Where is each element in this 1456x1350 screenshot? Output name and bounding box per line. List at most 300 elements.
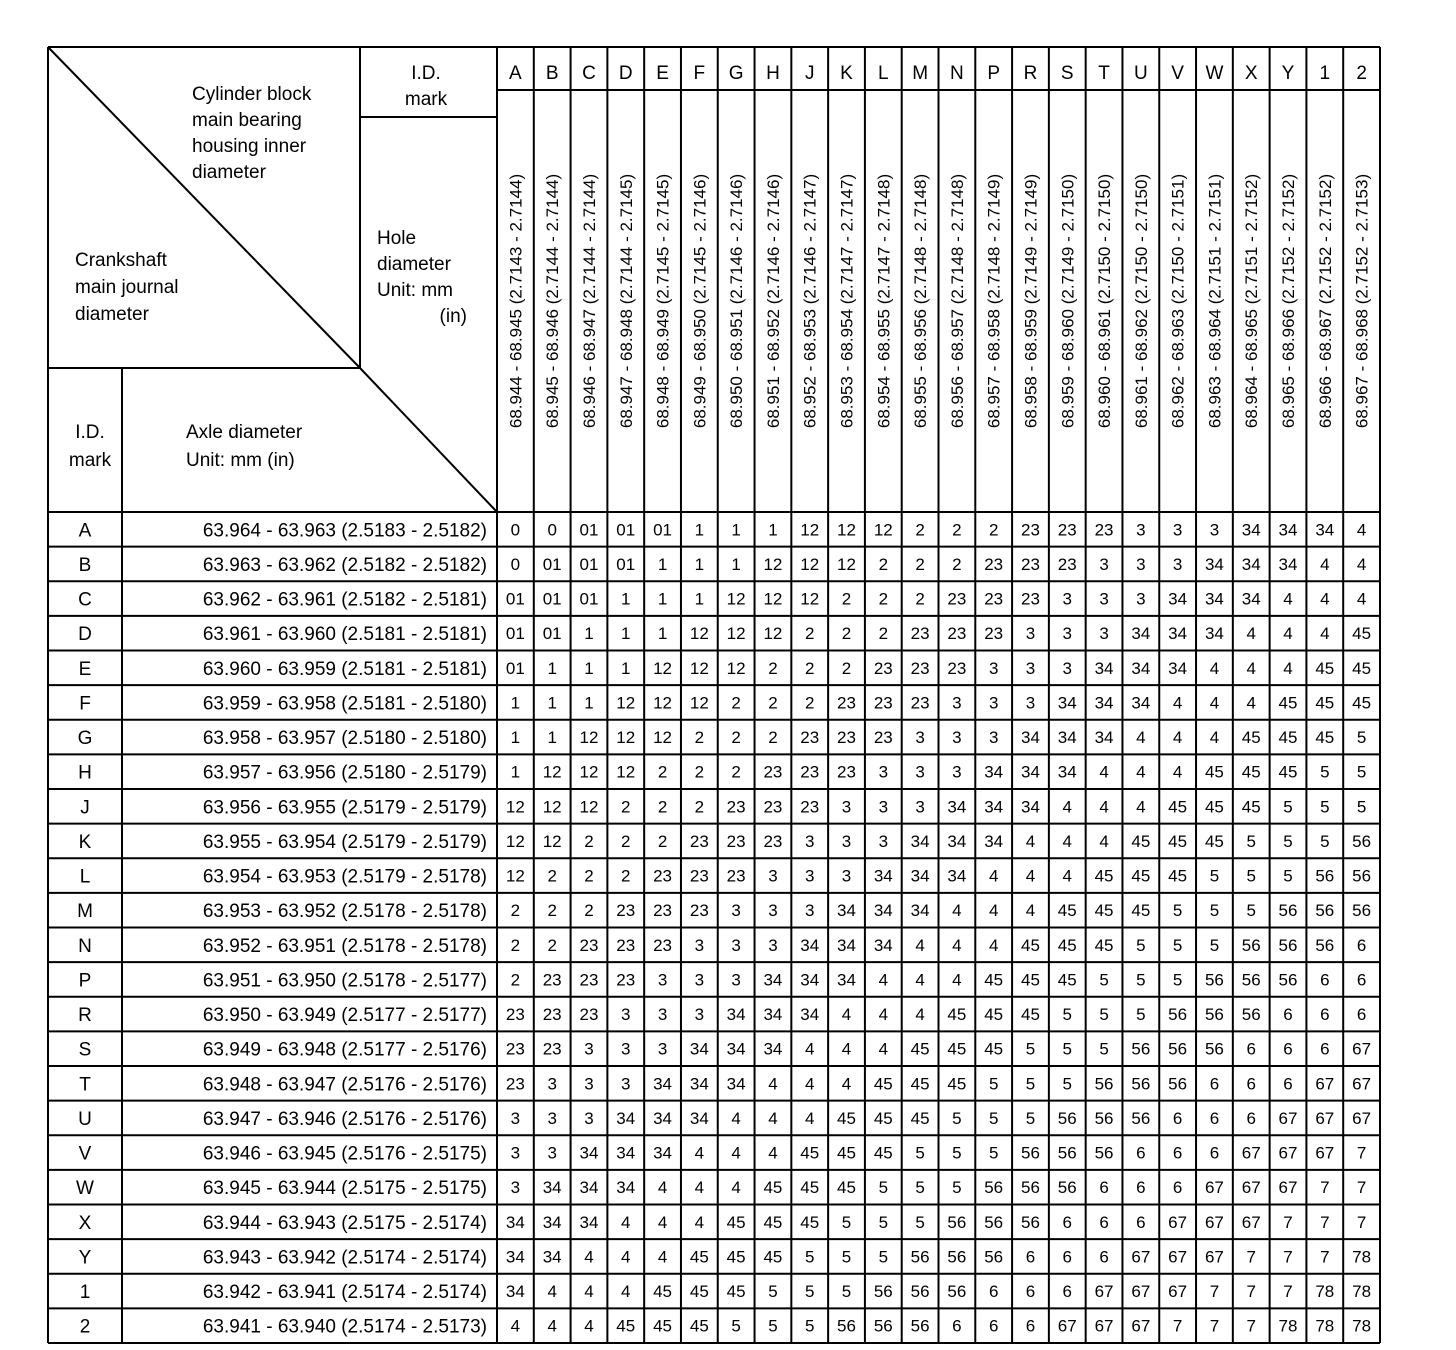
hole-diameter-label: diameter	[377, 254, 451, 275]
bearing-grade-cell: 3	[841, 831, 852, 851]
bearing-grade-cell: 5	[768, 1282, 778, 1302]
bearing-grade-cell: 4	[657, 1212, 668, 1232]
column-id-mark: D	[618, 63, 633, 84]
bearing-grade-cell: 1	[510, 693, 521, 713]
bearing-grade-cell: 56	[1204, 1039, 1224, 1059]
bearing-grade-cell: 12	[505, 797, 525, 817]
bearing-grade-cell: 6	[1209, 1074, 1220, 1094]
bearing-grade-cell: 45	[726, 1282, 746, 1302]
bearing-grade-cell: 5	[1136, 970, 1146, 990]
bearing-grade-cell: 6	[1283, 1005, 1293, 1025]
bearing-grade-cell: 4	[510, 1316, 521, 1336]
bearing-grade-cell: 6	[1136, 1143, 1146, 1163]
row-axle-diameter: 63.950 - 63.949 (2.5177 - 2.5177)	[202, 1005, 487, 1027]
bearing-grade-cell: 7	[1320, 1247, 1330, 1267]
bearing-grade-cell: 5	[915, 1178, 925, 1198]
bearing-grade-cell: 2	[657, 831, 668, 851]
bearing-grade-cell: 23	[873, 693, 893, 713]
bearing-grade-cell: 6	[1320, 1005, 1330, 1025]
bearing-grade-cell: 23	[1021, 520, 1040, 540]
bearing-grade-cell: 45	[873, 1074, 893, 1094]
row-id-mark: W	[76, 1178, 94, 1200]
row-axle-diameter: 63.959 - 63.958 (2.5181 - 2.5180)	[202, 693, 487, 715]
bearing-grade-cell: 67	[1241, 1178, 1261, 1198]
bearing-grade-cell: 56	[910, 1247, 930, 1267]
bearing-grade-cell: 23	[800, 797, 820, 817]
column-id-mark: V	[1171, 63, 1184, 84]
bearing-grade-cell: 34	[689, 1039, 709, 1059]
bearing-grade-cell: 67	[1352, 1108, 1372, 1128]
row-id-mark: D	[78, 624, 92, 646]
bearing-grade-cell: 4	[1062, 831, 1073, 851]
bearing-grade-cell: 34	[984, 762, 1004, 782]
bearing-grade-cell: 5	[768, 1316, 778, 1336]
column-hole-range: 68.951 - 68.952 (2.7146 - 2.7146)	[763, 173, 783, 429]
bearing-grade-cell: 4	[915, 970, 925, 990]
row-id-mark: M	[77, 901, 93, 923]
bearing-grade-cell: 78	[1315, 1316, 1335, 1336]
bearing-grade-cell: 67	[1131, 1316, 1151, 1336]
row-id-mark: P	[78, 970, 92, 992]
bearing-grade-cell: 4	[915, 1005, 925, 1025]
bearing-grade-cell: 23	[653, 866, 673, 886]
bearing-grade-cell: 23	[1057, 554, 1077, 574]
bearing-grade-cell: 2	[731, 762, 741, 782]
bearing-grade-cell: 23	[910, 693, 930, 713]
bearing-grade-cell: 23	[1057, 520, 1077, 540]
bearing-grade-cell: 23	[542, 1005, 562, 1025]
bearing-grade-cell: 3	[1025, 693, 1036, 713]
bearing-grade-cell: 78	[1352, 1282, 1372, 1302]
bearing-grade-cell: 5	[841, 1212, 852, 1232]
bearing-grade-cell: 2	[768, 693, 778, 713]
bearing-grade-cell: 3	[915, 728, 925, 748]
bearing-grade-cell: 4	[804, 1074, 815, 1094]
bearing-grade-cell: 56	[1352, 901, 1372, 921]
bearing-grade-cell: 34	[984, 797, 1004, 817]
bearing-grade-cell: 12	[542, 762, 562, 782]
bearing-grade-cell: 2	[768, 658, 778, 678]
column-id-mark: H	[766, 63, 780, 84]
bearing-grade-cell: 12	[689, 658, 709, 678]
bearing-grade-cell: 3	[804, 831, 815, 851]
bearing-grade-cell: 45	[947, 1074, 967, 1094]
bearing-grade-cell: 56	[1204, 1005, 1224, 1025]
bearing-grade-cell: 1	[621, 589, 631, 609]
bearing-grade-cell: 4	[878, 1005, 889, 1025]
row-axle-diameter: 63.960 - 63.959 (2.5181 - 2.5181)	[202, 658, 487, 680]
bearing-grade-cell: 34	[726, 1074, 746, 1094]
bearing-grade-cell: 3	[841, 797, 852, 817]
column-hole-range: 68.948 - 68.949 (2.7145 - 2.7145)	[653, 173, 673, 429]
bearing-grade-cell: 4	[988, 901, 999, 921]
bearing-grade-cell: 34	[873, 935, 893, 955]
bearing-grade-cell: 3	[952, 693, 962, 713]
bearing-grade-cell: 45	[726, 1212, 746, 1232]
bearing-grade-cell: 34	[947, 797, 967, 817]
bearing-grade-cell: 3	[1136, 554, 1146, 574]
bearing-grade-cell: 01	[505, 589, 525, 609]
bearing-grade-cell: 45	[763, 1178, 783, 1198]
bearing-grade-cell: 56	[1241, 935, 1261, 955]
bearing-grade-cell: 12	[653, 658, 673, 678]
bearing-grade-cell: 5	[841, 1282, 852, 1302]
row-axle-diameter: 63.944 - 63.943 (2.5175 - 2.5174)	[202, 1212, 487, 1234]
bearing-grade-cell: 3	[878, 831, 889, 851]
bearing-grade-cell: 34	[800, 1005, 820, 1025]
bearing-grade-cell: 6	[1246, 1074, 1256, 1094]
bearing-grade-cell: 4	[988, 866, 999, 886]
bearing-grade-cell: 56	[1094, 1074, 1114, 1094]
bearing-grade-cell: 7	[1283, 1282, 1293, 1302]
bearing-grade-cell: 23	[616, 901, 636, 921]
bearing-grade-cell: 23	[763, 831, 783, 851]
bearing-grade-cell: 12	[616, 762, 636, 782]
bearing-grade-cell: 56	[910, 1282, 930, 1302]
bearing-grade-cell: 4	[952, 970, 962, 990]
bearing-grade-cell: 23	[984, 554, 1004, 574]
bearing-grade-cell: 34	[837, 935, 856, 955]
bearing-grade-cell: 4	[1356, 554, 1367, 574]
bearing-grade-cell: 2	[915, 589, 925, 609]
bearing-grade-cell: 3	[878, 762, 889, 782]
bearing-grade-cell: 5	[1283, 797, 1293, 817]
bearing-grade-cell: 67	[1168, 1247, 1188, 1267]
bearing-grade-cell: 45	[1057, 970, 1077, 990]
bearing-grade-cell: 0	[510, 520, 521, 540]
bearing-grade-cell: 23	[800, 762, 820, 782]
row-id-mark: S	[78, 1039, 92, 1061]
bearing-grade-cell: 56	[1204, 970, 1224, 990]
row-id-mark: B	[78, 554, 92, 576]
bearing-grade-cell: 5	[952, 1108, 962, 1128]
bearing-grade-cell: 2	[952, 554, 962, 574]
bearing-grade-cell: 78	[1278, 1316, 1298, 1336]
bearing-grade-cell: 34	[1131, 658, 1151, 678]
bearing-grade-cell: 34	[837, 901, 856, 921]
crank-title-line: Crankshaft	[75, 250, 167, 271]
bearing-grade-cell: 45	[1241, 797, 1261, 817]
bearing-grade-cell: 45	[1204, 762, 1224, 782]
bearing-grade-cell: 6	[1172, 1143, 1183, 1163]
block-title-line: diameter	[192, 162, 266, 183]
column-hole-range: 68.958 - 68.959 (2.7149 - 2.7149)	[1021, 173, 1041, 429]
row-id-mark: 2	[79, 1316, 91, 1338]
bearing-grade-cell: 1	[768, 520, 778, 540]
bearing-grade-cell: 23	[726, 866, 746, 886]
bearing-grade-cell: 12	[579, 762, 599, 782]
bearing-grade-cell: 67	[1241, 1143, 1261, 1163]
bearing-grade-cell: 4	[1209, 728, 1220, 748]
bearing-grade-cell: 34	[1131, 693, 1151, 713]
bearing-grade-cell: 56	[1131, 1108, 1151, 1128]
bearing-grade-cell: 2	[731, 693, 741, 713]
bearing-grade-cell: 45	[1057, 935, 1077, 955]
id-mark-label: mark	[404, 89, 448, 110]
bearing-grade-cell: 45	[1021, 935, 1040, 955]
bearing-grade-cell: 4	[841, 1039, 852, 1059]
bearing-grade-cell: 4	[1062, 797, 1073, 817]
bearing-grade-cell: 4	[621, 1247, 631, 1267]
bearing-grade-cell: 34	[1021, 728, 1040, 748]
bearing-grade-cell: 4	[1320, 624, 1330, 644]
column-id-mark: N	[950, 63, 964, 84]
crank-title-line: diameter	[75, 304, 149, 325]
column-id-mark: C	[582, 63, 596, 84]
bearing-grade-cell: 56	[873, 1282, 893, 1302]
bearing-grade-cell: 45	[800, 1212, 820, 1232]
column-hole-range: 68.956 - 68.957 (2.7148 - 2.7148)	[947, 173, 967, 429]
bearing-grade-cell: 34	[1278, 520, 1298, 540]
bearing-grade-cell: 4	[1356, 589, 1367, 609]
bearing-grade-cell: 5	[1246, 831, 1256, 851]
bearing-grade-cell: 1	[694, 520, 705, 540]
bearing-grade-cell: 78	[1315, 1282, 1335, 1302]
bearing-grade-cell: 2	[510, 901, 521, 921]
bearing-grade-cell: 45	[1315, 658, 1335, 678]
bearing-grade-cell: 0	[547, 520, 557, 540]
bearing-grade-cell: 67	[1131, 1247, 1151, 1267]
bearing-grade-cell: 45	[1241, 762, 1261, 782]
bearing-grade-cell: 34	[505, 1282, 525, 1302]
bearing-grade-cell: 5	[915, 1143, 925, 1163]
column-hole-range: 68.945 - 68.946 (2.7144 - 2.7144)	[543, 173, 563, 429]
bearing-grade-cell: 3	[988, 658, 999, 678]
bearing-grade-cell: 3	[1025, 624, 1036, 644]
column-hole-range: 68.950 - 68.951 (2.7146 - 2.7146)	[727, 173, 747, 429]
bearing-grade-cell: 56	[1352, 831, 1372, 851]
row-axle-diameter: 63.964 - 63.963 (2.5183 - 2.5182)	[202, 520, 487, 542]
bearing-grade-cell: 5	[1172, 970, 1183, 990]
column-hole-range: 68.964 - 68.965 (2.7151 - 2.7152)	[1242, 173, 1262, 429]
bearing-grade-cell: 56	[1168, 1005, 1188, 1025]
bearing-grade-cell: 67	[1352, 1074, 1372, 1094]
bearing-grade-cell: 23	[505, 1074, 525, 1094]
bearing-grade-cell: 3	[584, 1108, 594, 1128]
bearing-grade-cell: 3	[731, 970, 741, 990]
column-id-mark: K	[840, 63, 853, 84]
bearing-grade-cell: 3	[1172, 520, 1183, 540]
bearing-grade-cell: 4	[1099, 831, 1109, 851]
bearing-grade-cell: 45	[910, 1039, 930, 1059]
bearing-grade-cell: 34	[947, 831, 967, 851]
bearing-grade-cell: 4	[768, 1108, 778, 1128]
bearing-grade-cell: 5	[841, 1247, 852, 1267]
bearing-grade-cell: 4	[768, 1074, 778, 1094]
bearing-grade-cell: 23	[984, 624, 1004, 644]
table-body	[76, 520, 1371, 1337]
bearing-grade-cell: 5	[1172, 935, 1183, 955]
column-hole-range: 68.946 - 68.947 (2.7144 - 2.7144)	[579, 173, 599, 429]
bearing-grade-cell: 5	[1099, 970, 1109, 990]
bearing-grade-cell: 56	[1241, 970, 1261, 990]
bearing-grade-cell: 7	[1209, 1316, 1220, 1336]
bearing-grade-cell: 67	[1352, 1039, 1372, 1059]
bearing-grade-cell: 7	[1246, 1316, 1256, 1336]
bearing-grade-cell: 4	[1099, 797, 1109, 817]
bearing-grade-cell: 34	[505, 1212, 525, 1232]
bearing-grade-cell: 34	[689, 1074, 709, 1094]
bearing-grade-cell: 4	[1320, 554, 1330, 574]
column-id-mark: X	[1244, 63, 1258, 84]
column-id-mark: T	[1098, 63, 1110, 84]
bearing-grade-cell: 6	[1062, 1212, 1073, 1232]
bearing-grade-cell: 4	[547, 1316, 557, 1336]
bearing-grade-cell: 4	[1172, 728, 1183, 748]
bearing-grade-cell: 1	[547, 693, 557, 713]
bearing-grade-cell: 4	[988, 935, 999, 955]
row-id-mark: T	[79, 1074, 91, 1096]
bearing-grade-cell: 2	[584, 866, 594, 886]
column-hole-range: 68.955 - 68.956 (2.7148 - 2.7148)	[911, 173, 931, 429]
column-hole-range: 68.953 - 68.954 (2.7147 - 2.7147)	[837, 173, 857, 429]
bearing-grade-cell: 4	[1246, 624, 1256, 644]
bearing-grade-cell: 23	[726, 831, 746, 851]
bearing-grade-cell: 23	[763, 762, 783, 782]
bearing-grade-cell: 2	[584, 901, 594, 921]
bearing-grade-cell: 4	[1025, 901, 1036, 921]
bearing-grade-cell: 2	[841, 658, 852, 678]
diagonal-line	[360, 368, 497, 512]
bearing-grade-cell: 45	[910, 1108, 930, 1128]
bearing-grade-cell: 23	[910, 624, 930, 644]
column-id-mark: W	[1205, 63, 1224, 84]
bearing-grade-cell: 5	[878, 1247, 889, 1267]
bearing-grade-cell: 4	[657, 1247, 668, 1267]
hole-diameter-label: Hole	[377, 228, 417, 249]
bearing-grade-cell: 45	[1057, 901, 1077, 921]
bearing-grade-cell: 5	[1356, 797, 1367, 817]
bearing-grade-cell: 56	[1021, 1143, 1040, 1163]
bearing-grade-cell: 34	[579, 1212, 599, 1232]
bearing-grade-cell: 45	[1131, 866, 1151, 886]
bearing-grade-cell: 2	[584, 831, 594, 851]
bearing-grade-cell: 7	[1320, 1212, 1330, 1232]
bearing-grade-cell: 2	[768, 728, 778, 748]
bearing-grade-cell: 23	[505, 1039, 525, 1059]
bearing-grade-cell: 2	[694, 797, 705, 817]
bearing-grade-cell: 56	[1094, 1143, 1114, 1163]
bearing-grade-cell: 67	[1241, 1212, 1261, 1232]
bearing-grade-cell: 2	[804, 693, 815, 713]
bearing-grade-cell: 23	[616, 935, 636, 955]
bearing-grade-cell: 67	[1315, 1108, 1335, 1128]
bearing-grade-cell: 56	[947, 1212, 967, 1232]
bearing-grade-cell: 2	[547, 901, 557, 921]
bearing-grade-cell: 67	[1131, 1282, 1151, 1302]
bearing-grade-cell: 6	[1283, 1039, 1293, 1059]
bearing-grade-cell: 34	[1094, 658, 1114, 678]
bearing-grade-cell: 45	[1352, 693, 1372, 713]
bearing-grade-cell: 3	[952, 762, 962, 782]
bearing-grade-cell: 2	[878, 624, 889, 644]
bearing-grade-cell: 4	[621, 1282, 631, 1302]
bearing-grade-cell: 12	[616, 693, 636, 713]
bearing-grade-cell: 56	[1315, 935, 1335, 955]
bearing-grade-cell: 1	[731, 520, 741, 540]
bearing-grade-cell: 56	[1094, 1108, 1114, 1128]
bearing-grade-cell: 34	[542, 1247, 562, 1267]
hole-diameter-label: Unit: mm	[377, 280, 453, 301]
bearing-grade-cell: 34	[837, 970, 856, 990]
bearing-grade-cell: 7	[1246, 1282, 1256, 1302]
bearing-grade-cell: 2	[841, 624, 852, 644]
bearing-grade-cell: 4	[952, 935, 962, 955]
row-id-mark-label: mark	[68, 450, 112, 471]
bearing-grade-cell: 6	[1099, 1212, 1109, 1232]
bearing-grade-cell: 3	[1062, 658, 1073, 678]
bearing-grade-cell: 34	[1168, 624, 1188, 644]
bearing-grade-cell: 45	[1278, 693, 1298, 713]
bearing-grade-cell: 34	[579, 1143, 599, 1163]
bearing-grade-cell: 12	[542, 831, 562, 851]
row-axle-diameter: 63.953 - 63.952 (2.5178 - 2.5178)	[202, 901, 487, 923]
row-axle-diameter: 63.942 - 63.941 (2.5174 - 2.5174)	[202, 1282, 487, 1304]
bearing-grade-cell: 45	[837, 1143, 856, 1163]
bearing-grade-cell: 45	[1021, 970, 1040, 990]
bearing-grade-cell: 56	[1057, 1178, 1077, 1198]
bearing-grade-cell: 4	[694, 1178, 705, 1198]
bearing-grade-cell: 5	[878, 1178, 889, 1198]
bearing-grade-cell: 5	[952, 1143, 962, 1163]
bearing-grade-cell: 3	[1025, 658, 1036, 678]
bearing-grade-cell: 23	[873, 658, 893, 678]
bearing-grade-cell: 5	[1320, 797, 1330, 817]
bearing-grade-cell: 1	[657, 624, 668, 644]
bearing-grade-cell: 5	[988, 1143, 999, 1163]
bearing-grade-cell: 5	[1062, 1039, 1073, 1059]
bearing-grade-cell: 01	[579, 589, 599, 609]
bearing-grade-cell: 45	[726, 1247, 746, 1267]
row-id-mark-label: I.D.	[75, 422, 105, 443]
bearing-grade-cell: 12	[689, 624, 709, 644]
bearing-grade-cell: 1	[547, 658, 557, 678]
column-hole-range: 68.966 - 68.967 (2.7152 - 2.7152)	[1315, 173, 1335, 429]
bearing-grade-cell: 34	[910, 866, 930, 886]
bearing-grade-cell: 7	[1283, 1212, 1293, 1232]
bearing-grade-cell: 4	[1209, 658, 1220, 678]
bearing-grade-cell: 4	[1320, 589, 1330, 609]
bearing-grade-cell: 34	[1094, 728, 1114, 748]
axle-diameter-label: Unit: mm (in)	[186, 450, 295, 471]
bearing-grade-cell: 01	[616, 520, 636, 540]
bearing-grade-cell: 34	[1021, 797, 1040, 817]
bearing-grade-cell: 45	[1278, 762, 1298, 782]
bearing-grade-cell: 12	[837, 520, 856, 540]
bearing-grade-cell: 34	[1021, 762, 1040, 782]
bearing-grade-cell: 34	[1094, 693, 1114, 713]
bearing-grade-cell: 3	[804, 901, 815, 921]
bearing-grade-cell: 4	[1136, 762, 1146, 782]
bearing-grade-cell: 23	[947, 624, 967, 644]
bearing-grade-cell: 4	[731, 1178, 741, 1198]
bearing-grade-cell: 45	[689, 1247, 709, 1267]
bearing-grade-cell: 12	[763, 624, 783, 644]
bearing-grade-cell: 45	[1094, 935, 1114, 955]
bearing-grade-cell: 6	[988, 1282, 999, 1302]
bearing-grade-cell: 4	[1172, 762, 1183, 782]
bearing-grade-cell: 67	[1278, 1143, 1298, 1163]
bearing-grade-cell: 3	[621, 1005, 631, 1025]
bearing-grade-cell: 56	[1057, 1108, 1077, 1128]
bearing-grade-cell: 12	[542, 797, 562, 817]
bearing-grade-cell: 4	[1136, 797, 1146, 817]
bearing-grade-cell: 67	[1204, 1247, 1224, 1267]
row-axle-diameter: 63.961 - 63.960 (2.5181 - 2.5181)	[202, 624, 487, 646]
column-hole-range: 68.963 - 68.964 (2.7151 - 2.7151)	[1205, 173, 1225, 429]
bearing-grade-cell: 12	[800, 589, 820, 609]
bearing-grade-cell: 5	[1209, 866, 1220, 886]
